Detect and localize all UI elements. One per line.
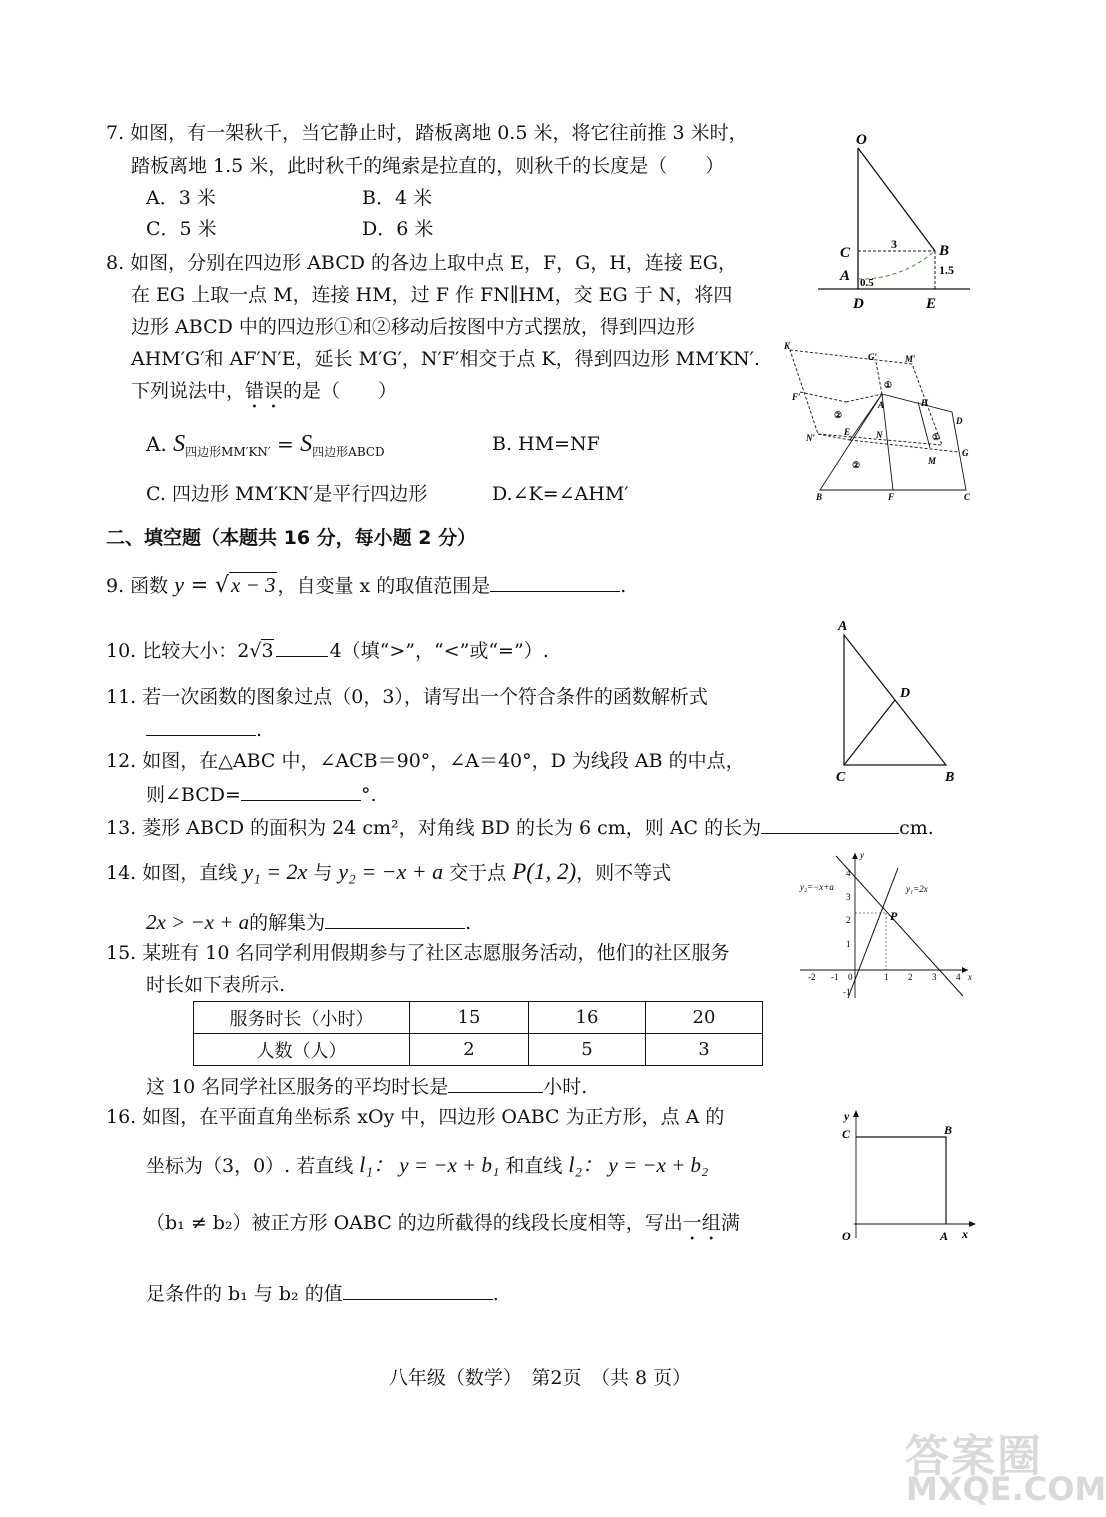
q15-line3-pre: 这 10 名同学社区服务的平均时长是: [146, 1076, 449, 1098]
q14-end: .: [465, 912, 472, 934]
q14-meet: 交于点: [443, 862, 513, 884]
q12-label-a: A: [838, 619, 848, 634]
q13-answer-blank[interactable]: [761, 815, 899, 834]
q16-line3-pre: （b₁ ≠ b₂）被正方形 OABC 的边所截得的线段长度相等，写出: [146, 1212, 683, 1234]
q14-answer-blank[interactable]: [325, 910, 465, 929]
q14-graph-label-y2: y₂=−x+a: [800, 882, 834, 892]
q8-line4: AHM′G′和 AF′N′E，延长 M′G′，N′F′相交于点 K，得到四边形 MM′KN′.: [131, 348, 761, 370]
q9-answer-blank[interactable]: [490, 573, 620, 592]
q14-y2: y₂ = −x + a: [338, 859, 444, 884]
q16-line3-emph: 一组: [682, 1212, 721, 1234]
q15-cell: 16: [529, 1002, 646, 1034]
watermark-url: MXQE.COM: [906, 1470, 1106, 1508]
q7-option-a[interactable]: A．3 米: [146, 187, 216, 209]
q14-graph-label-p: P: [890, 909, 898, 923]
q15-service-table: [193, 1001, 763, 1066]
q16-square-figure: [836, 1108, 986, 1248]
q14-line1: [106, 858, 671, 886]
q7-option-c[interactable]: C．5 米: [146, 218, 217, 240]
q14-graph-ytick-3: 2: [846, 915, 851, 925]
q15-line3: [146, 1074, 587, 1099]
q7-line1: 7. 如图，有一架秋千，当它静止时，踏板离地 0.5 米，将它往前推 3 米时，: [106, 122, 748, 144]
q15-cell: 2: [410, 1034, 529, 1066]
q8-line3: 边形 ABCD 中的四边形①和②移动后按图中方式摆放，得到四边形: [131, 316, 695, 338]
q11-line1: 11. 若一次函数的图象过点（0，3），请写出一个符合条件的函数解析式: [106, 686, 708, 708]
q10-rest: 4（填“>”，“<”或“=”）.: [329, 640, 549, 662]
q12-answer-blank[interactable]: [241, 782, 361, 801]
q8-label-f: F: [888, 492, 895, 502]
q8-option-c[interactable]: C. 四边形 MM′KN′是平行四边形: [146, 483, 428, 505]
q13-line: [106, 815, 934, 840]
q8-line5-emph: 错误: [245, 380, 284, 402]
q8-option-a-s2: S: [300, 431, 313, 457]
q16-line2-pre: 坐标为（3，0）. 若直线: [146, 1155, 360, 1177]
q8-label-a: A: [878, 400, 885, 410]
q8-label-c: C: [964, 492, 971, 502]
table-row: [194, 1002, 763, 1034]
q14-graph-xtick-2: -1: [831, 972, 839, 982]
q8-line1: 8. 如图，分别在四边形 ABCD 的各边上取中点 E，F，G，H，连接 EG，: [106, 252, 737, 274]
q8-line5-pre: 下列说法中，: [131, 380, 246, 402]
q14-line1-post: ，则不等式: [576, 862, 672, 884]
table-row: [194, 1034, 763, 1066]
q8-label-g2: G′: [868, 352, 878, 362]
q7-label-len3: 3: [891, 237, 897, 251]
q7-label-len15: 1.5: [939, 263, 954, 277]
q7-label-c: C: [840, 245, 851, 261]
q16-label-y: y: [844, 1109, 850, 1123]
q16-l2-eq: ： y = −x + b₂: [582, 1153, 709, 1177]
q8-option-a-s1: S: [173, 431, 186, 457]
q16-l2: l₂: [568, 1152, 583, 1177]
q12-line2-post: °.: [360, 784, 377, 806]
watermark-brand: 答案圈: [905, 1431, 1043, 1482]
q10-line: 10. 比较大小：2√3 4（填“>”，“<”或“=”）.: [106, 640, 549, 662]
q11-end: .: [256, 719, 263, 741]
q14-graph-xtick-5: 3: [932, 972, 937, 982]
q16-line4: [146, 1281, 499, 1306]
q15-cell: 20: [646, 1002, 763, 1034]
q8-label-c2b: ②: [852, 460, 861, 470]
q9-eq: =: [183, 573, 215, 597]
q14-graph-xtick-3: 1: [884, 972, 889, 982]
q14-line2-post: 的解集为: [249, 912, 326, 934]
q8-quadrilateral-figure: [780, 340, 980, 510]
q14-graph-ytick-2: 3: [846, 892, 851, 902]
q7-label-a: A: [840, 268, 851, 284]
q11-line2: [146, 717, 262, 742]
q16-line3: [146, 1212, 740, 1245]
q15-header-cell: 服务时长（小时）: [194, 1002, 410, 1034]
q12-label-d: D: [900, 686, 911, 701]
q15-cell: 15: [410, 1002, 529, 1034]
q16-line4-pre: 足条件的 b₁ 与 b₂ 的值: [146, 1283, 343, 1305]
q12-label-b: B: [945, 770, 955, 785]
q7-label-d: D: [853, 296, 864, 312]
q15-header-cell: 人数（人）: [194, 1034, 410, 1066]
q14-graph-label-x: x: [968, 972, 972, 982]
q10-radicand: 3: [261, 640, 274, 662]
q12-line2-pre: 则∠BCD=: [146, 784, 241, 806]
q16-line2: [146, 1152, 708, 1178]
q14-graph-label-y: y: [860, 850, 864, 860]
q8-line5: [131, 380, 397, 413]
q7-label-b: B: [939, 243, 950, 259]
q8-label-b: B: [816, 492, 823, 502]
q8-line5-post: 的是（ ）: [283, 380, 398, 402]
q14-graph-figure: [798, 848, 978, 1008]
q8-option-a-eq: =: [270, 432, 301, 456]
q8-option-a-sub1: 四边形MM′KN′: [185, 445, 271, 459]
q14-graph-label-y1: y₁=2x: [906, 884, 928, 894]
q16-line4-end: .: [492, 1283, 499, 1305]
q13-post: cm.: [899, 817, 934, 839]
q15-cell: 3: [646, 1034, 763, 1066]
q8-label-d: D: [956, 416, 963, 426]
q8-label-m2: M′: [905, 354, 916, 364]
q14-graph-ytick-5: -1: [843, 987, 851, 997]
q14-line2: [146, 910, 471, 935]
q16-and: 和直线: [499, 1155, 569, 1177]
q8-option-b[interactable]: B. HM=NF: [492, 433, 600, 455]
q14-inequality: 2x > −x + a: [146, 910, 250, 934]
page-footer: 八年级（数学） 第2页 （共 8 页）: [388, 1367, 692, 1389]
q7-line2: 踏板离地 1.5 米，此时秋千的绳索是拉直的，则秋千的长度是（ ）: [131, 155, 725, 177]
q8-label-g: G: [962, 448, 969, 458]
q14-point-p: P(1, 2): [512, 859, 577, 884]
q10-answer-blank[interactable]: [276, 638, 328, 657]
q9-line: 9. 函数 y = √x − 3 ，自变量 x 的取值范围是 .: [106, 572, 627, 598]
q14-graph-xtick-6: 4: [956, 972, 961, 982]
q8-line2: 在 EG 上取一点 M，连接 HM，过 F 作 FN∥HM，交 EG 于 N，将四: [131, 284, 733, 306]
q12-label-c: C: [836, 770, 846, 785]
q16-line3-post: 满: [720, 1212, 740, 1234]
q8-label-k: K: [784, 341, 791, 351]
q8-option-a-prefix: A.: [146, 432, 167, 456]
q7-option-b[interactable]: B．4 米: [362, 187, 433, 209]
q12-line2: [146, 782, 376, 807]
q16-label-c: C: [842, 1127, 851, 1141]
q7-label-o: O: [856, 132, 867, 148]
q10-pre: 10. 比较大小：2: [106, 640, 250, 662]
q16-label-b: B: [944, 1123, 953, 1137]
q9-end: .: [620, 575, 627, 597]
q8-label-f2: F′: [792, 392, 801, 402]
q7-label-e: E: [926, 296, 937, 312]
q7-option-d[interactable]: D．6 米: [362, 218, 434, 240]
q14-graph-ytick-1: 4: [846, 868, 851, 878]
q9-post: ，自变量 x 的取值范围是: [277, 575, 491, 597]
q14-line1-pre: 14. 如图，直线: [106, 862, 244, 884]
q16-label-a: A: [940, 1229, 949, 1243]
q14-y1: y₁ = 2x: [243, 859, 308, 884]
q12-triangle-figure: [828, 615, 968, 785]
q8-label-h: H: [921, 398, 929, 408]
q8-label-c1a: ①: [884, 380, 893, 390]
q15-line2: 时长如下表所示.: [146, 974, 286, 996]
q8-option-d[interactable]: D.∠K=∠AHM′: [492, 483, 629, 505]
q16-label-o: O: [842, 1229, 851, 1243]
q15-answer-blank[interactable]: [448, 1074, 543, 1093]
q8-label-c2a: ②: [834, 410, 843, 420]
q9-pre: 9. 函数: [106, 575, 175, 597]
q16-answer-blank[interactable]: [343, 1281, 493, 1300]
q15-line3-post: 小时.: [543, 1076, 588, 1098]
q8-option-a-sub2: 四边形ABCD: [312, 445, 385, 459]
q14-graph-ytick-4: 1: [846, 939, 851, 949]
q14-graph-xtick-1: -2: [808, 972, 816, 982]
q14-graph-xtick-4: 2: [908, 972, 913, 982]
q14-and: 与: [307, 862, 339, 884]
q8-option-a[interactable]: [146, 430, 385, 459]
q15-line1: 15. 某班有 10 名同学利用假期参与了社区志愿服务活动，他们的社区服务: [106, 942, 730, 964]
q8-label-n2: N′: [806, 433, 816, 443]
q9-y: y: [174, 572, 184, 597]
q16-l1: l₁: [359, 1152, 374, 1177]
q8-label-c1b: ①: [932, 432, 941, 442]
q9-radicand: x − 3: [230, 573, 276, 597]
q11-answer-blank[interactable]: [146, 717, 256, 736]
q7-swing-figure: [800, 122, 1000, 322]
section-title-fill-in: 二、填空题（本题共 16 分，每小题 2 分）: [106, 527, 477, 549]
q12-line1: 12. 如图，在△ABC 中，∠ACB＝90°，∠A＝40°，D 为线段 AB 的中点，: [106, 750, 745, 772]
q8-label-e: E: [844, 427, 851, 437]
q7-label-len05: 0.5: [860, 277, 874, 289]
q8-label-m: M: [928, 456, 937, 466]
q16-line1: 16. 如图，在平面直角坐标系 xOy 中，四边形 OABC 为正方形，点 A 的: [106, 1106, 725, 1128]
q15-cell: 5: [529, 1034, 646, 1066]
q8-label-n: N: [876, 430, 883, 440]
q16-label-x: x: [962, 1227, 968, 1241]
q13-pre: 13. 菱形 ABCD 的面积为 24 cm²，对角线 BD 的长为 6 cm，则 AC 的长为: [106, 817, 762, 839]
q16-l1-eq: ： y = −x + b₁: [373, 1153, 500, 1177]
q14-graph-origin: 0: [848, 972, 853, 982]
